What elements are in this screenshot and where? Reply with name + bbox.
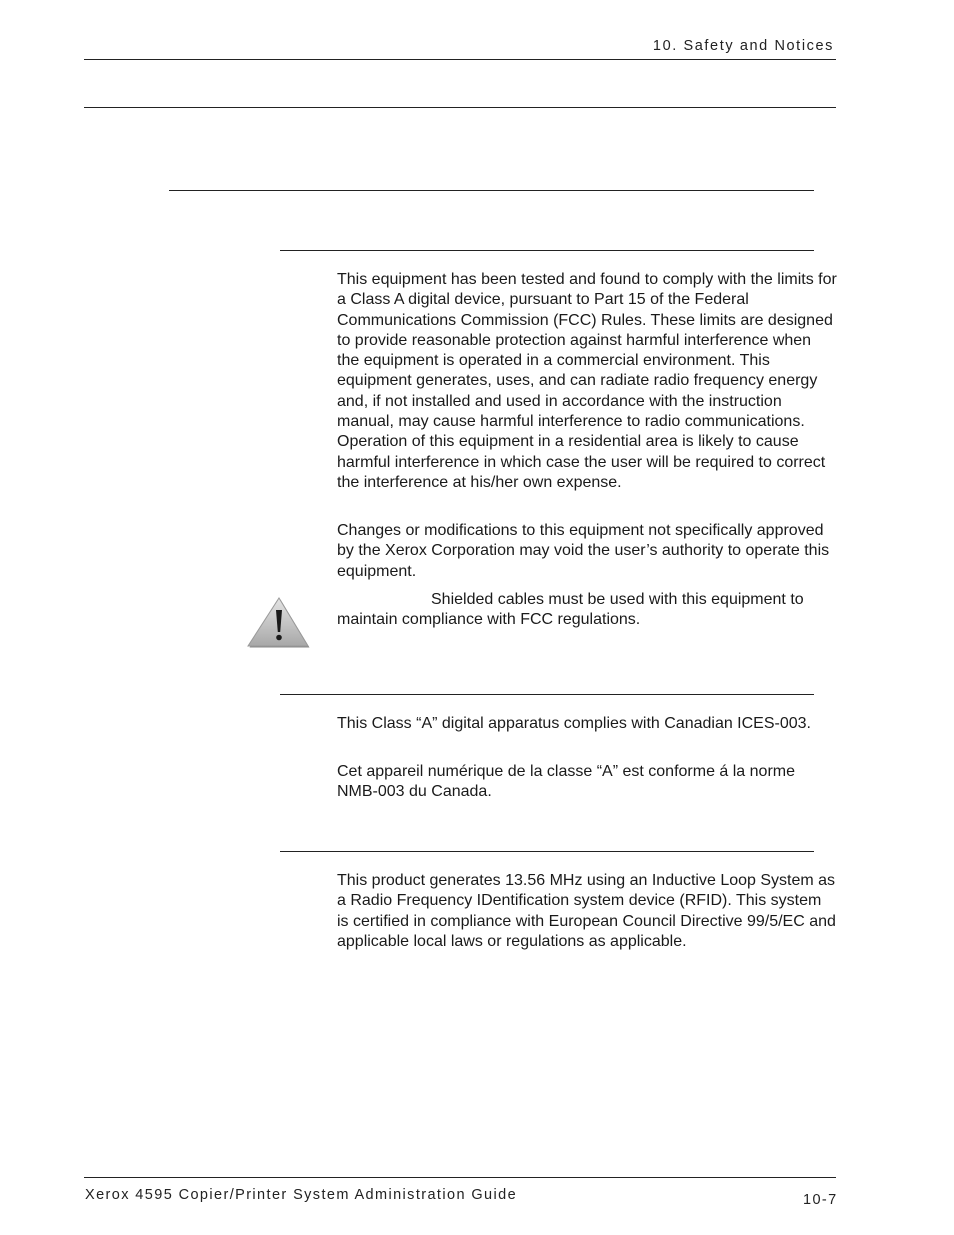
footer-guide-title: Xerox 4595 Copier/Printer System Administration Guide <box>85 1187 518 1203</box>
fcc-paragraph-1: This equipment has been tested and found to comply with the limits for a Class A digital device, pursuant to Part 15 of the Federal Communications Commission (FCC) Rules. These limits are designed to provide reasonable protection against harmful interference when the equipment is operated in a commercial environment. This equipment generates, uses, and can radiate radio frequency energy and, if not installed and used in accordance with the instruction manual, may cause harmful interference to radio communications. Operation of this equipment in a residential area is likely to cause harmful interference in which case the user will be required to correct the interference at his/her own expense. <box>337 271 837 491</box>
header-rule <box>84 59 836 60</box>
subsection-rule <box>169 190 814 191</box>
rfid-heading-rule <box>280 851 814 852</box>
warning-triangle-icon <box>244 596 310 648</box>
canada-paragraph-1: This Class “A” digital apparatus complies with Canadian ICES-003. <box>337 715 811 732</box>
header-chapter: 10. Safety and Notices <box>652 38 834 54</box>
fcc-warning-line-1: Shielded cables must be used with this equipment to <box>431 591 804 608</box>
fcc-warning-line-2: maintain compliance with FCC regulations. <box>337 611 641 628</box>
fcc-heading-rule <box>280 250 814 251</box>
fcc-paragraph-2: Changes or modifications to this equipment not specifically approved by the Xerox Corporation may void the user’s authority to operate this equipment. <box>337 522 830 580</box>
rfid-paragraph-1: This product generates 13.56 MHz using an Inductive Loop System as a Radio Frequency IDentification system device (RFID). This system is certified in compliance with European Council Directive 99/5/EC and applicable local laws or regulations as applicable. <box>337 872 836 950</box>
page-number: 10-7 <box>803 1192 838 1208</box>
footer-rule <box>84 1177 836 1178</box>
canada-paragraph-2: Cet appareil numérique de la classe “A” est conforme á la norme NMB-003 du Canada. <box>337 763 795 801</box>
section-rule-top <box>84 107 836 108</box>
canada-heading-rule <box>280 694 814 695</box>
